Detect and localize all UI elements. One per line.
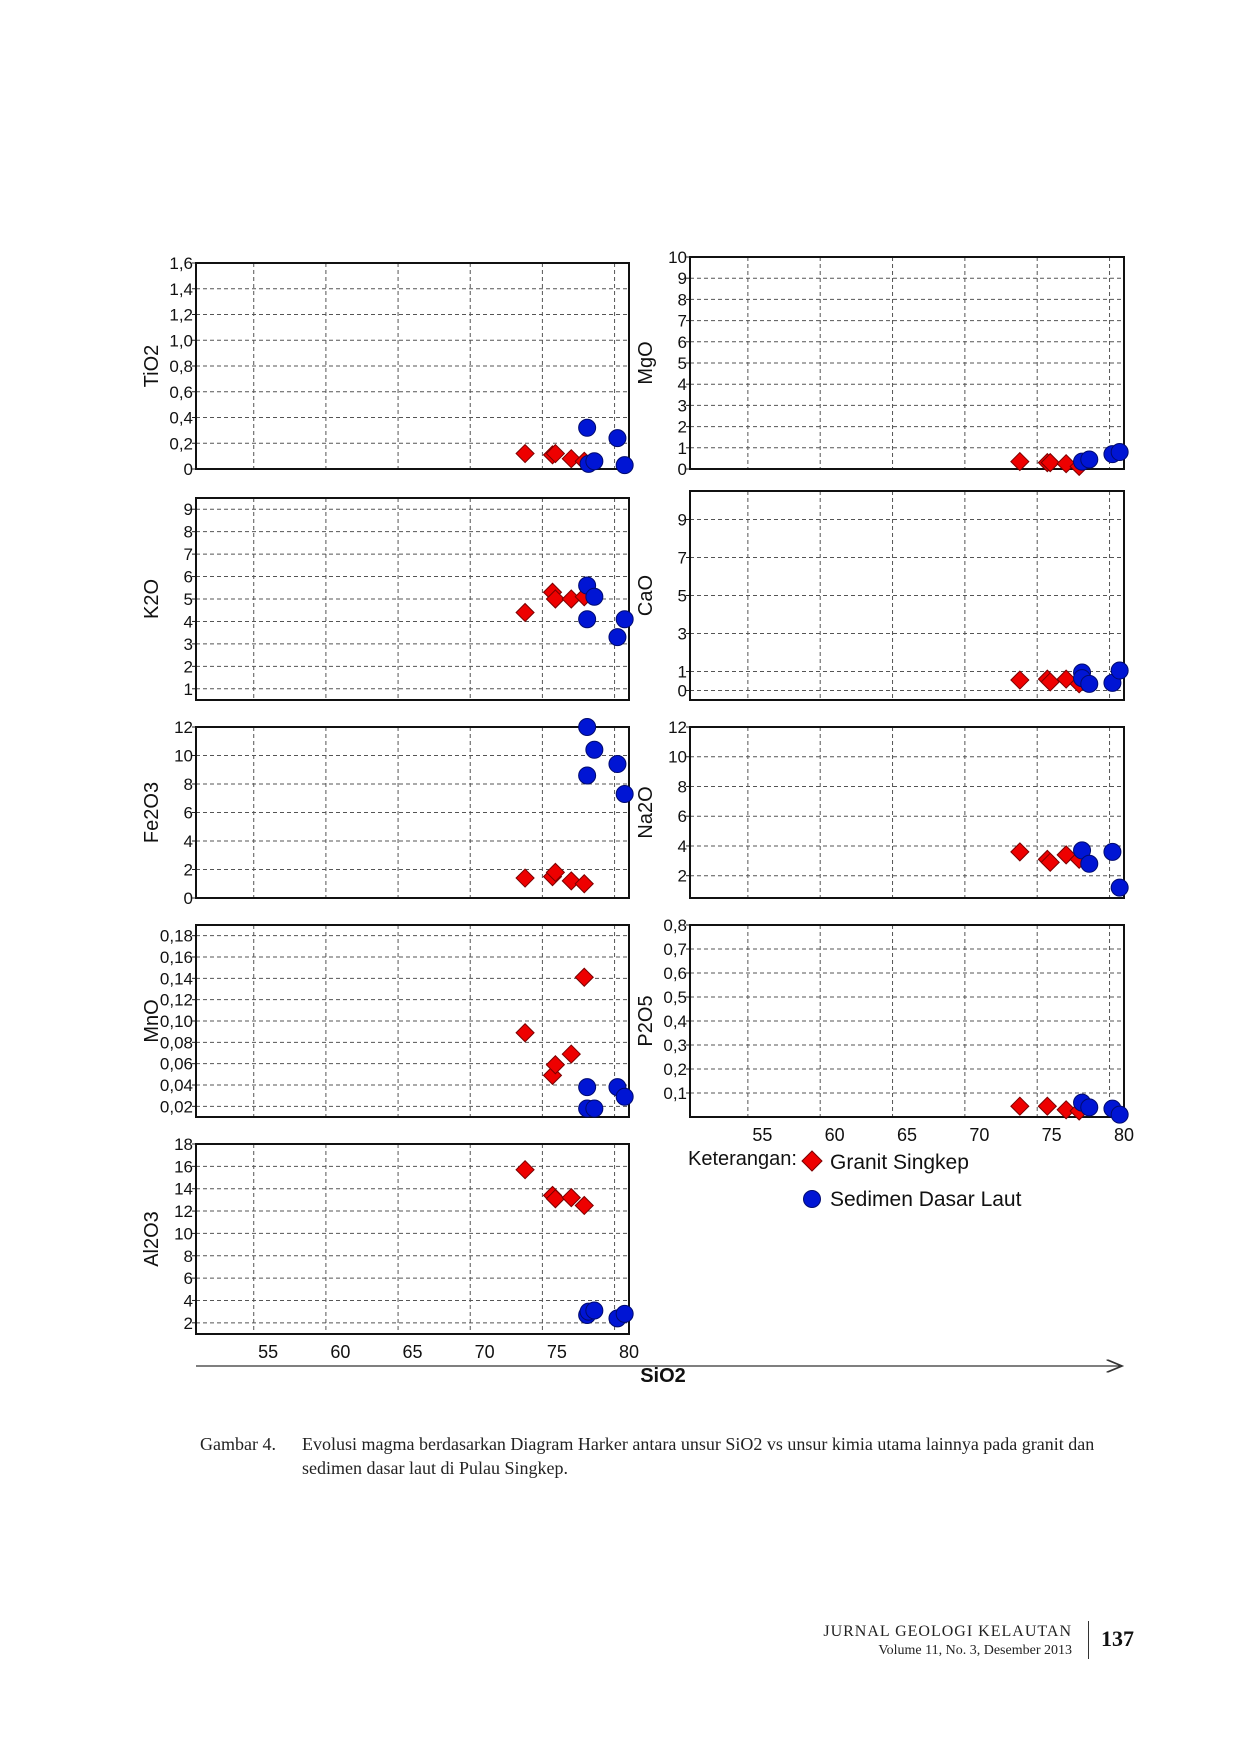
y-tick-label: 0 <box>183 460 193 479</box>
y-tick-label: 5 <box>677 586 687 606</box>
y-tick-label: 7 <box>677 548 687 568</box>
y-tick-label: 18 <box>174 1135 193 1154</box>
y-axis-label: MnO <box>141 999 163 1043</box>
y-tick-label: 12 <box>668 718 687 737</box>
y-tick-label: 1 <box>677 438 687 458</box>
y-tick-label: 6 <box>677 332 687 352</box>
plot-frame <box>690 727 1124 898</box>
y-tick-label: 0,6 <box>169 382 193 402</box>
sedimen-point <box>1104 843 1121 860</box>
y-tick-label: 2 <box>183 1313 193 1333</box>
sedimen-point <box>1111 444 1128 461</box>
y-tick-label: 0 <box>677 681 687 701</box>
caption-text: Evolusi magma berdasarkan Diagram Harker antara unsur SiO2 vs unsur kimia utama lainnya pada granit dan sedimen dasar laut di Pulau Singkep. <box>302 1434 1095 1478</box>
y-tick-label: 5 <box>183 590 193 609</box>
y-tick-label: 2 <box>183 657 193 677</box>
y-tick-label: 0,8 <box>663 916 687 935</box>
sedimen-point <box>579 767 596 784</box>
y-tick-label: 12 <box>174 718 193 737</box>
sedimen-point <box>579 1079 596 1096</box>
sedimen-point <box>586 588 603 605</box>
y-tick-label: 0,7 <box>663 940 687 959</box>
sedimen-point <box>1081 1099 1098 1116</box>
caption-label: Gambar 4. <box>200 1434 276 1454</box>
y-tick-label: 10 <box>668 747 687 767</box>
y-tick-label: 7 <box>183 545 193 565</box>
y-tick-label: 6 <box>677 807 687 827</box>
x-tick-label: 70 <box>969 1125 990 1145</box>
sedimen-point <box>616 611 633 628</box>
y-tick-label: 6 <box>183 1269 193 1289</box>
y-tick-label: 4 <box>183 1291 193 1311</box>
y-tick-label: 0,3 <box>663 1036 687 1055</box>
legend-label-granit: Granit Singkep <box>830 1151 969 1174</box>
journal-name: JURNAL GEOLOGI KELAUTAN <box>823 1623 1072 1640</box>
y-tick-label: 0,4 <box>663 1012 687 1031</box>
panel-na2o <box>635 718 1128 898</box>
y-tick-label: 10 <box>174 1224 193 1244</box>
y-tick-label: 16 <box>174 1157 193 1177</box>
sedimen-point <box>579 719 596 736</box>
y-tick-label: 1,6 <box>169 254 193 273</box>
y-tick-label: 1 <box>183 679 193 699</box>
legend-marker-granit <box>802 1151 822 1171</box>
x-tick-label: 70 <box>474 1342 495 1362</box>
granit-point <box>516 445 534 463</box>
y-tick-label: 0 <box>183 889 193 908</box>
sedimen-point <box>579 419 596 436</box>
y-tick-label: 10 <box>174 746 193 766</box>
y-tick-label: 6 <box>183 567 193 587</box>
page-number: 137 <box>1088 1621 1134 1659</box>
y-tick-label: 4 <box>183 612 193 632</box>
y-tick-label: 9 <box>677 510 687 530</box>
y-tick-label: 8 <box>183 775 193 794</box>
sedimen-point <box>586 1302 603 1319</box>
y-tick-label: 0,16 <box>159 948 193 967</box>
y-tick-label: 12 <box>174 1202 193 1222</box>
x-tick-label: 65 <box>896 1125 918 1145</box>
panel-al2o3 <box>141 1135 639 1362</box>
y-axis-label: Na2O <box>635 786 657 839</box>
panel-p2o5 <box>635 916 1134 1145</box>
sedimen-point <box>1111 879 1128 896</box>
panel-mno <box>141 925 633 1117</box>
y-axis-label: Fe2O3 <box>141 781 163 844</box>
legend <box>688 1148 1022 1211</box>
granit-point <box>1011 1097 1029 1115</box>
x-tick-label: 75 <box>546 1342 567 1362</box>
granit-point <box>1011 453 1029 471</box>
y-tick-label: 6 <box>183 803 193 823</box>
sedimen-point <box>616 1305 633 1322</box>
plot-frame <box>196 1144 629 1334</box>
x-tick-label: 75 <box>1041 1125 1062 1145</box>
sedimen-point <box>616 457 633 474</box>
x-tick-label: 65 <box>402 1342 423 1362</box>
y-tick-label: 4 <box>677 375 687 395</box>
y-tick-label: 2 <box>677 866 687 886</box>
y-tick-label: 3 <box>183 634 193 654</box>
sedimen-point <box>579 611 596 628</box>
y-tick-label: 0,6 <box>663 964 687 983</box>
y-tick-label: 0 <box>677 460 687 479</box>
sedimen-point <box>609 629 626 646</box>
x-tick-label: 55 <box>752 1125 773 1145</box>
legend-label-sedimen: Sedimen Dasar Laut <box>830 1188 1022 1211</box>
panel-fe2o3 <box>141 718 633 908</box>
y-tick-label: 10 <box>668 248 687 267</box>
panel-cao <box>635 491 1128 701</box>
granit-point <box>575 875 593 893</box>
y-tick-label: 0,2 <box>663 1060 687 1079</box>
y-tick-label: 3 <box>677 396 687 416</box>
y-tick-label: 2 <box>677 417 687 437</box>
y-tick-label: 0,18 <box>159 926 193 946</box>
y-tick-label: 0,02 <box>159 1097 193 1117</box>
y-tick-label: 8 <box>183 1246 193 1266</box>
y-tick-label: 8 <box>677 777 687 797</box>
y-axis-label: K2O <box>141 578 163 620</box>
y-tick-label: 1,4 <box>169 279 193 299</box>
y-tick-label: 8 <box>677 290 687 310</box>
y-tick-label: 7 <box>677 311 687 331</box>
y-tick-label: 5 <box>677 354 687 373</box>
x-tick-label: 60 <box>824 1125 845 1145</box>
sedimen-point <box>586 1100 603 1117</box>
y-tick-label: 0,14 <box>159 969 193 989</box>
y-tick-label: 0,04 <box>159 1076 193 1095</box>
y-tick-label: 9 <box>183 500 193 520</box>
panel-k2o <box>141 498 633 700</box>
granit-point <box>516 1161 534 1179</box>
y-tick-label: 1,2 <box>169 305 193 325</box>
legend-marker-sedimen <box>804 1191 821 1208</box>
y-tick-label: 0,10 <box>159 1012 193 1031</box>
sedimen-point <box>616 1088 633 1105</box>
y-axis-label: MgO <box>635 341 657 385</box>
y-axis-label: CaO <box>635 574 657 617</box>
sedimen-point <box>1081 855 1098 872</box>
x-tick-label: 80 <box>1113 1125 1135 1145</box>
y-tick-label: 4 <box>677 836 687 856</box>
y-tick-label: 0,2 <box>169 434 193 454</box>
sedimen-point <box>586 453 603 470</box>
y-tick-label: 0,06 <box>159 1054 193 1074</box>
y-tick-label: 3 <box>677 624 687 644</box>
sedimen-point <box>1081 675 1098 692</box>
page-footer <box>823 1622 1072 1660</box>
x-tick-label: 60 <box>330 1342 351 1362</box>
y-tick-label: 0,08 <box>159 1033 193 1053</box>
granit-point <box>516 869 534 887</box>
y-axis-label: TiO2 <box>141 344 163 388</box>
granit-point <box>562 1045 580 1063</box>
y-tick-label: 8 <box>183 522 193 542</box>
sedimen-point <box>609 430 626 447</box>
y-tick-label: 1 <box>677 662 687 682</box>
granit-point <box>516 1024 534 1042</box>
journal-volume: Volume 11, No. 3, Desember 2013 <box>878 1643 1072 1658</box>
granit-point <box>1011 671 1029 689</box>
legend-title: Keterangan: <box>688 1148 797 1170</box>
sedimen-point <box>1111 662 1128 679</box>
y-tick-label: 1,0 <box>169 331 193 351</box>
y-axis-label: Al2O3 <box>141 1211 163 1267</box>
y-tick-label: 14 <box>174 1179 193 1199</box>
sedimen-point <box>616 785 633 802</box>
y-tick-label: 0,12 <box>159 990 193 1010</box>
y-tick-label: 0,5 <box>663 988 687 1007</box>
sedimen-point <box>1081 451 1098 468</box>
y-tick-label: 4 <box>183 832 193 851</box>
granit-point <box>575 968 593 986</box>
x-tick-label: 55 <box>258 1342 279 1362</box>
sedimen-point <box>586 741 603 758</box>
sio2-axis-label: SiO2 <box>640 1365 686 1387</box>
y-tick-label: 0,4 <box>169 408 193 428</box>
y-tick-label: 9 <box>677 269 687 289</box>
x-tick-label: 80 <box>618 1342 640 1362</box>
y-axis-label: P2O5 <box>635 995 657 1047</box>
granit-point <box>516 603 534 621</box>
granit-point <box>1038 1097 1056 1115</box>
sedimen-point <box>1111 1106 1128 1123</box>
panel-tio2 <box>141 254 633 479</box>
y-tick-label: 0,1 <box>663 1084 687 1103</box>
panel-mgo <box>635 248 1128 479</box>
y-tick-label: 2 <box>183 860 193 880</box>
sedimen-point <box>609 756 626 773</box>
y-tick-label: 0,8 <box>169 357 193 376</box>
